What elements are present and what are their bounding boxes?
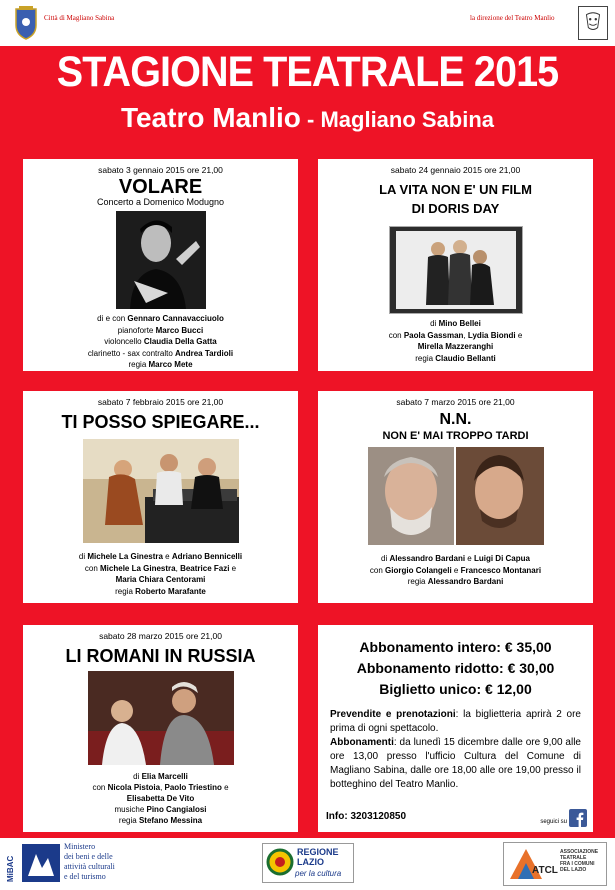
- credit-line: di e con Gennaro Cannavacciuolo: [97, 314, 224, 323]
- show-date: sabato 3 gennaio 2015 ore 21,00: [98, 165, 223, 175]
- show-photo-volare: [116, 211, 206, 309]
- credit-line: regia Claudio Bellanti: [415, 353, 496, 363]
- atcl-label: ATCL: [532, 865, 558, 876]
- show-card-volare: [23, 159, 298, 371]
- price-list: [318, 637, 593, 700]
- credit-line: regia Roberto Marafante: [115, 586, 206, 596]
- show-credits: [318, 553, 593, 588]
- follow-label: seguici su: [540, 819, 567, 825]
- show-title: [318, 180, 593, 218]
- credit-line: regia Marco Mete: [128, 360, 193, 369]
- direction-label: la direzione del Teatro Manlio: [470, 14, 555, 22]
- regione-tagline: per la cultura: [295, 869, 342, 878]
- show-title: TI POSSO SPIEGARE...: [61, 412, 260, 432]
- show-photo-li-romani: [88, 671, 234, 765]
- contact-info: Info: 3203120850: [326, 811, 407, 822]
- show-title-line: LA VITA NON E' UN FILM: [379, 182, 532, 197]
- show-photo-ti-posso-spiegare: [83, 439, 239, 543]
- credit-line: clarinetto - sax contralto Andrea Tardioli: [87, 348, 234, 358]
- credit-line: con Paola Gassman, Lydia Biondi e: [388, 330, 523, 340]
- credit-line: violoncello Claudia Della Gatta: [104, 337, 217, 346]
- show-photo-la-vita: [389, 226, 523, 314]
- show-tagline: Concerto a Domenico Modugno: [96, 197, 225, 207]
- credit-line: con Michele La Ginestra, Beatrice Fazi e: [84, 563, 237, 573]
- credit-line: Mirella Mazzeranghi: [417, 342, 494, 351]
- credit-line: musiche Pino Cangialosi: [114, 805, 207, 814]
- show-credits: [23, 771, 298, 826]
- poster-title: STAGIONE TEATRALE 2015: [56, 48, 559, 96]
- show-credits: [23, 551, 298, 597]
- presale-info: Prevendite e prenotazioni: la biglietteria aprirà 2 ore prima di ogni spettacolo.: [330, 709, 581, 734]
- actors-image: [368, 447, 544, 545]
- regione-lazio-icon: [266, 848, 294, 878]
- portrait-image: [116, 211, 206, 309]
- regione-lazio-logo: [262, 843, 354, 883]
- mibac-label: MiBAC: [6, 855, 15, 882]
- show-card-la-vita: [318, 159, 593, 371]
- show-photo-nn: [368, 447, 544, 545]
- show-date: sabato 7 febbraio 2015 ore 21,00: [97, 397, 224, 407]
- show-title: N.N.: [439, 411, 472, 428]
- show-title-line: DI DORIS DAY: [411, 201, 500, 216]
- lazio-label: LAZIO: [297, 857, 324, 867]
- ministry-label: Ministero dei beni e delle attività culturali e del turismo: [64, 842, 115, 881]
- credit-line: Maria Chiara Centorami: [115, 575, 206, 584]
- stage-image: [83, 439, 239, 543]
- show-title: VOLARE: [118, 176, 203, 198]
- show-date: sabato 7 marzo 2015 ore 21,00: [396, 397, 515, 407]
- contact-number: 3203120850: [350, 811, 407, 822]
- credit-line: di Mino Bellei: [430, 319, 481, 328]
- town-name: Magliano Sabina: [320, 107, 495, 132]
- show-tagline: NON E' MAI TROPPO TARDI: [382, 430, 529, 442]
- show-credits: [23, 313, 298, 371]
- credit-line: pianoforte Marco Bucci: [117, 325, 204, 335]
- credit-line: Elisabetta De Vito: [126, 794, 195, 803]
- credit-line: regia Stefano Messina: [118, 816, 203, 825]
- duo-image: [88, 671, 234, 765]
- show-date: sabato 28 marzo 2015 ore 21,00: [99, 631, 222, 641]
- facebook-icon[interactable]: [569, 809, 587, 827]
- atcl-logo: [503, 842, 607, 886]
- theatre-logo-icon: [578, 6, 608, 40]
- show-card-ti-posso-spiegare: [23, 391, 298, 603]
- credit-line: con Giorgio Colangeli e Francesco Montanari: [369, 565, 542, 575]
- top-bar: [0, 0, 615, 46]
- city-label: Città di Magliano Sabina: [44, 14, 115, 22]
- price-biglietto-unico: Biglietto unico: € 12,00: [379, 681, 532, 697]
- price-abbonamento-ridotto: Abbonamento ridotto: € 30,00: [356, 660, 555, 676]
- show-card-li-romani: [23, 625, 298, 832]
- credit-line: regia Alessandro Bardani: [407, 577, 504, 586]
- venue-name: Teatro Manlio: [120, 102, 301, 133]
- regione-label: REGIONE: [297, 847, 339, 857]
- credit-line: di Elia Marcelli: [133, 772, 188, 781]
- mibac-logo-icon: [22, 844, 60, 882]
- ticket-info-card: [318, 625, 593, 832]
- show-credits: [318, 318, 593, 364]
- credit-line: di Michele La Ginestra e Adriano Bennicelli: [78, 552, 243, 561]
- show-date: sabato 24 gennaio 2015 ore 21,00: [390, 165, 521, 175]
- price-abbonamento-intero: Abbonamento intero: € 35,00: [359, 639, 552, 655]
- credit-line: con Nicola Pistoia, Paolo Triestino e: [92, 783, 229, 792]
- show-card-nn: [318, 391, 593, 603]
- coat-of-arms-icon: [12, 5, 40, 41]
- show-title: LI ROMANI IN RUSSIA: [65, 646, 256, 666]
- subscription-info: Abbonamenti: da lunedì 15 dicembre dalle ore 9,00 alle ore 13,00 presso l'ufficio Cultura del Comune di Magliano Sabina, dalle ore 18,00 alle ore 19,00 presso il botteghino del Teatro Manlio.: [330, 737, 581, 790]
- cast-image: [390, 227, 522, 313]
- credit-line: di Alessandro Bardani e Luigi Di Capua: [381, 554, 530, 563]
- poster-subtitle: [0, 102, 615, 134]
- subtitle-separator: -: [300, 107, 321, 132]
- atcl-description: ASSOCIAZIONE TEATRALE FRA I COMUNI DEL LAZIO: [560, 849, 599, 873]
- sponsors-footer: [0, 838, 615, 890]
